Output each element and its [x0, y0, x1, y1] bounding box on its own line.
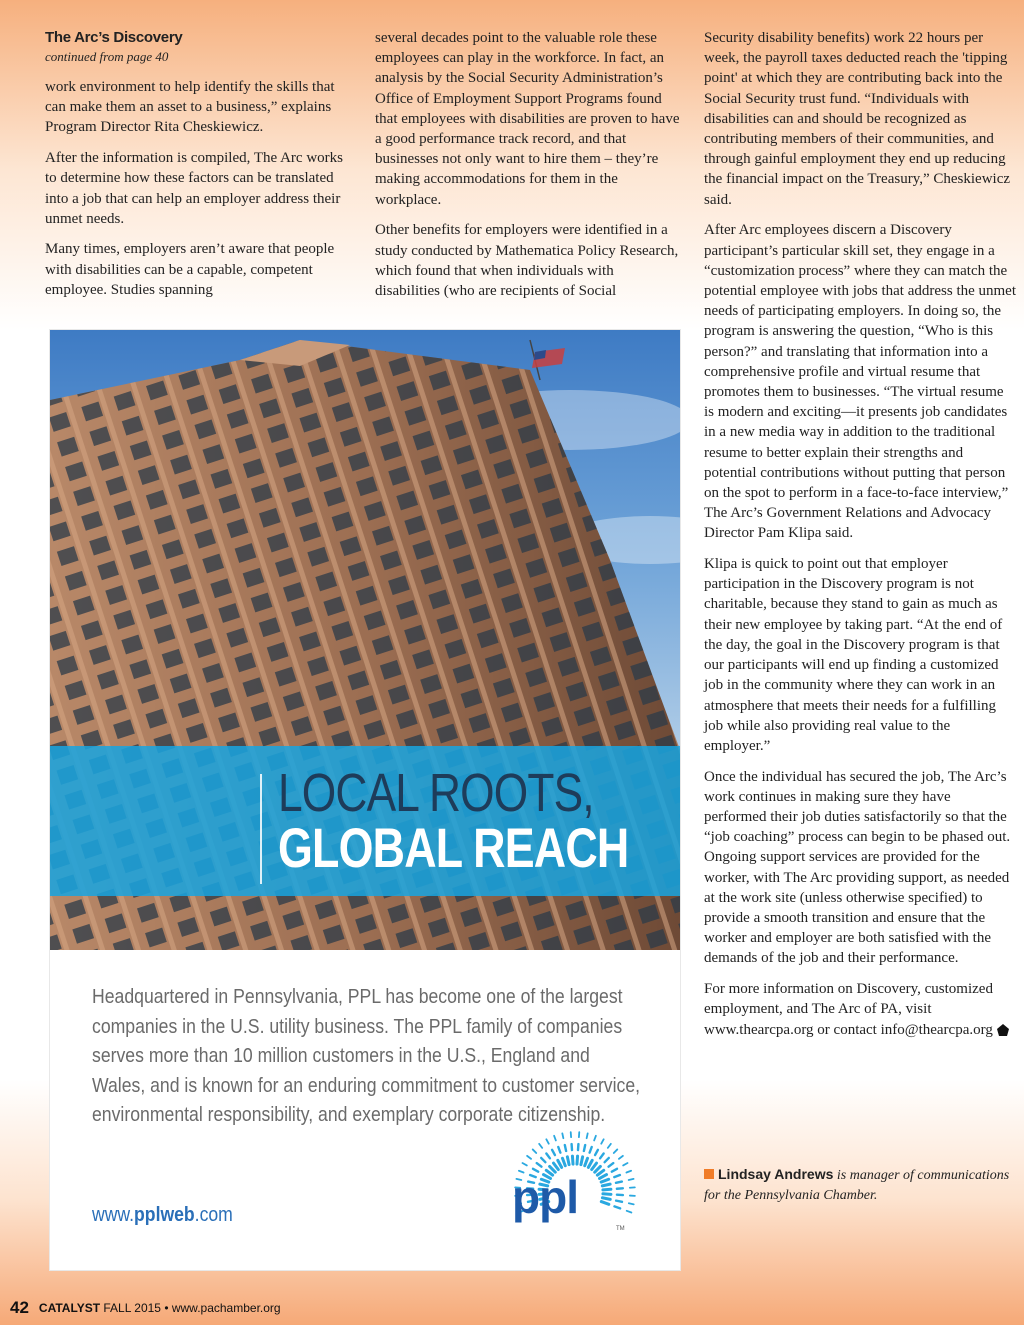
logo-ray [590, 1147, 592, 1153]
logo-ray [608, 1144, 611, 1148]
paragraph: Klipa is quick to point out that employer participation in the Discovery program is not charitable, because they stand to gain as much as their new employee by taking part. “At the end of the day, the goal in the Discovery program is that our participants will end up finding a customized job in the community where they can work in an atmosphere that meets their needs for a fulfilling job while also providing real value to the employer.” [704, 556, 1003, 754]
ad-headline-1: LOCAL ROOTS, [278, 763, 594, 823]
logo-ray [603, 1194, 611, 1195]
logo-ray [609, 1163, 614, 1167]
author-name: Lindsay Andrews [718, 1166, 834, 1182]
logo-ray [594, 1136, 596, 1141]
logo-ray [565, 1145, 566, 1151]
logo-ray [601, 1179, 608, 1182]
author-byline [704, 1164, 1016, 1206]
paragraph: work environment to help identify the skills that can make them an asset to a business,” explains Program Director Rita Cheskiewicz. [45, 79, 335, 136]
article-column-3 [704, 28, 1016, 1050]
logo-ray [588, 1160, 592, 1167]
ppl-logo-tm: TM [616, 1226, 625, 1232]
logo-ray [602, 1184, 610, 1186]
logo-ray [527, 1156, 531, 1159]
article-title: The Arc’s Discovery [45, 29, 183, 46]
ad-url-link[interactable] [92, 1204, 233, 1227]
logo-ray [592, 1163, 597, 1169]
logo-ray [616, 1182, 622, 1183]
paragraph: Other benefits for employers were identified in a study conducted by Mathematica Policy Research, which found that when individuals with disabilities (who are recipients of Social [375, 222, 679, 299]
paragraph: Once the individual has secured the job, The Arc’s work continues in making sure they have performed their job duties satisfactorily so that the “job coaching” process can begin to be phased out. Ongoing support services are provided for the worker, with The Arc providing support, as needed at the work site (unless otherwise specified) to provide a smooth transition and ensure that the worker and employer are both satisfied with the demands of the job and their performance. [704, 768, 1011, 967]
logo-ray [554, 1136, 556, 1141]
article-column-1 [45, 28, 350, 311]
author-description: is manager of communications for the Pennsylvania Chamber. [704, 1168, 1010, 1203]
magazine-name: CATALYST [38, 1301, 101, 1315]
logo-ray [567, 1157, 569, 1165]
headline-banner [50, 746, 680, 896]
logo-ray [558, 1147, 560, 1153]
page-number: 42 [10, 1298, 29, 1317]
url-prefix: www. [92, 1204, 135, 1226]
logo-ray [533, 1149, 537, 1153]
article-column-2 [375, 28, 680, 312]
logo-ray [605, 1158, 609, 1162]
logo-ray [626, 1171, 631, 1173]
logo-ray [546, 1139, 548, 1143]
logo-ray [539, 1144, 542, 1148]
logo-ray [552, 1150, 555, 1155]
end-mark-icon [997, 1024, 1009, 1036]
logo-ray [614, 1206, 620, 1208]
logo-ray [585, 1158, 588, 1165]
paragraph: Many times, employers aren’t aware that people with disabilities can be a capable, competent employee. Studies spanning [45, 241, 335, 298]
logo-ray [602, 1198, 610, 1200]
logo-ray [562, 1158, 565, 1165]
logo-ray [572, 1156, 573, 1164]
building-photo [50, 330, 680, 950]
ppl-logo-text: ppl [512, 1171, 578, 1223]
ad-headline-2: GLOBAL REACH [278, 816, 629, 879]
logo-ray [581, 1157, 583, 1165]
page-footer [10, 1298, 281, 1318]
paragraph: After Arc employees discern a Discovery participant’s particular skill set, they engage in a “customization process” where they can match the potential employee with jobs that address the unmet needs of participating employers. In doing so, the program is answering the question, “Who is this person?” and translating that information into a comprehensive profile and virtual resume that promotes them to businesses. “The virtual resume is modern and exciting—it presents job candidates in a new media way in addition to the traditional resume to better explain their strengths and potential contributions without putting that person on the spot to perform in a face-to-face interview,” The Arc’s Government Relations and Advocacy Director Pam Klipa said. [704, 222, 1017, 542]
logo-ray [600, 1153, 604, 1158]
paragraph-text: For more information on Discovery, customized employment, and The Arc of PA, visit www.thearcpa.org or contact info@thearcpa.org [704, 981, 993, 1038]
ad-body-line: environmental responsibility, and exemplary corporate citizenship. [92, 1103, 606, 1126]
ad-body-line: companies in the U.S. utility business. The PPL family of companies [92, 1014, 623, 1038]
ad-body-line: Headquartered in Pennsylvania, PPL has become one of the largest [92, 985, 623, 1008]
issue-info: FALL 2015 • www.pachamber.org [100, 1301, 281, 1315]
paragraph: Security disability benefits) work 22 hours per week, the payroll taxes deducted reach the 'tipping point' at which they are contributing back into the Social Security trust fund. “Individuals with disabilities can and should be recognized as contributing members of their communities, and through gainful employment they end up reducing the financial impact on the Treasury,” Cheskiewicz said. [704, 30, 1011, 208]
logo-ray [601, 1139, 603, 1143]
logo-ray [541, 1158, 545, 1162]
logo-ray [616, 1201, 622, 1202]
ad-body-text [92, 982, 641, 1130]
logo-ray [562, 1133, 563, 1138]
logo-ray [587, 1133, 588, 1138]
paragraph-final [704, 979, 1016, 1040]
logo-ray [614, 1175, 620, 1177]
logo-ray [597, 1170, 603, 1175]
logo-ray [619, 1156, 623, 1159]
ad-body-line: Wales, and is known for an enduring commitment to customer service, [92, 1073, 641, 1097]
logo-ray [623, 1163, 627, 1165]
paragraph: several decades point to the valuable role these employees can play in the workforce. In fact, an analysis by the Social Security Administration’s Office of Employment Support Programs found that employees with disabilities are proven to have a good performance track record, and that businesses not only want to hire them – they’re making accommodations for them in the workplace. [375, 30, 680, 208]
logo-ray [629, 1203, 634, 1204]
logo-ray [629, 1179, 634, 1180]
logo-ray [600, 1175, 607, 1179]
banner-divider [260, 774, 262, 884]
logo-ray [627, 1211, 632, 1213]
logo-ray [601, 1202, 609, 1205]
ad-body-line: serves more than 10 million customers in the U.S., England and [92, 1044, 590, 1067]
logo-ray [595, 1166, 601, 1172]
logo-ray [612, 1169, 617, 1172]
url-suffix: .com [194, 1204, 233, 1226]
logo-ray [595, 1150, 598, 1155]
logo-ray [558, 1160, 562, 1167]
logo-ray [584, 1145, 585, 1151]
logo-ray [537, 1163, 542, 1167]
byline-square-icon [704, 1169, 714, 1179]
paragraph: After the information is compiled, The Arc works to determine how these factors can be translated into a job that can help an employer address their unmet needs. [45, 150, 343, 227]
ppl-advertisement [50, 330, 680, 1270]
logo-ray [522, 1163, 526, 1165]
logo-ray [546, 1153, 550, 1158]
logo-ray [554, 1163, 559, 1169]
logo-ray [577, 1156, 578, 1164]
continued-note: continued from page 40 [45, 49, 169, 64]
url-brand: pplweb [134, 1204, 195, 1226]
logo-ray [603, 1189, 611, 1190]
logo-ray [614, 1149, 618, 1153]
